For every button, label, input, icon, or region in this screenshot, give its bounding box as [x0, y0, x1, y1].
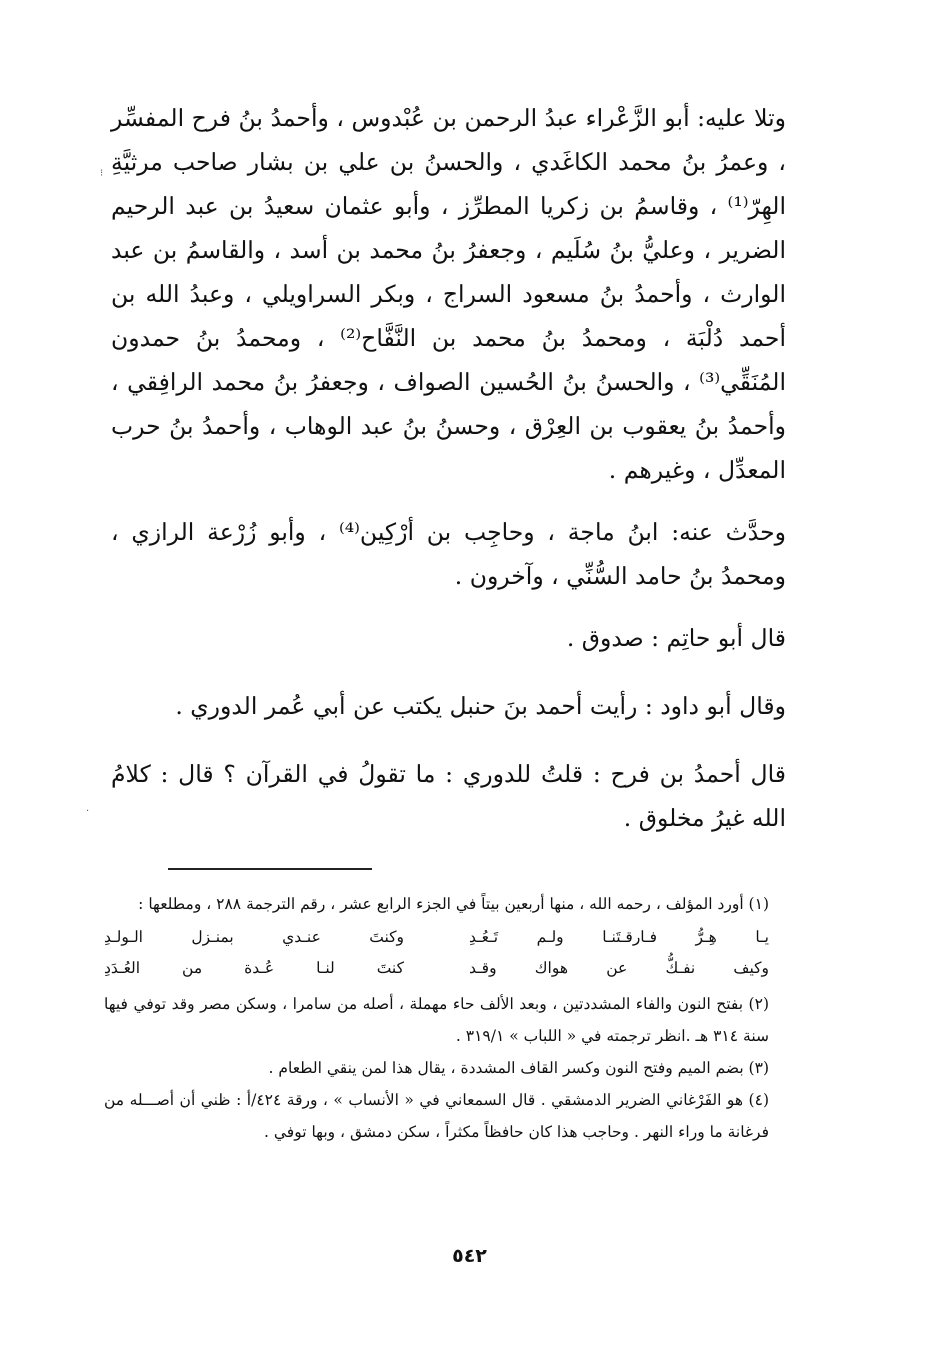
verse-second-hemistich [104, 922, 404, 984]
verse-line-1-right: يـا هِـرُّ فـارقـتَنـا ولـم تَـعُـدِ [469, 928, 769, 946]
paragraph-abu-dawud: وقال أبو داود : رأيت أحمد بنَ حنبل يكتب عن أبي عُمر الدوري . [175, 692, 786, 720]
footnotes [104, 888, 769, 1148]
verse-first-hemistich [469, 922, 769, 984]
verse-line-1-left: وكنتَ عنـدي بمنـزل الـولـدِ [104, 928, 404, 946]
footnote-separator [168, 868, 372, 870]
footnote-1: (١) أورد المؤلف ، رحمه الله ، منها أربعين بيتاً في الجزء الرابع عشر ، رقم الترجمة ٢٨٨ ، ومطلعها : [138, 895, 769, 913]
paragraph-teachers: وتلا عليه: أبو الزَّعْراء عبدُ الرحمن بن عُبْدوس ، وأحمدُ بنُ فرح المفسِّر ، وعمرُ بنُ محمد الكاغَدي ، والحسنُ بن علي بن بشار صاحب مرثيَّةِ الهِرّ⁽¹⁾ ، وقاسمُ بن زكريا المطرِّز ، وأبو عثمان سعيدُ بن عبد الرحيم الضرير ، وعليُّ بنُ سُلَيم ، وجعفرُ بنُ محمد بن أسد ، والقاسمُ بن عبد الوارث ، وأحمدُ بنُ مسعود السراج ، وبكر السراويلي ، وعبدُ الله بن أحمد دُلْبَة ، ومحمدُ بنُ محمد بن النَّفَّاح⁽²⁾ ، ومحمدُ بنُ حمدون المُنَقِّي⁽³⁾ ، والحسنُ بنُ الحُسين الصواف ، وجعفرُ بنُ محمد الرافِقي ، وأحمدُ بنُ يعقوب بن العِرْق ، وحسنُ بنُ عبد الوهاب ، وأحمدُ بنُ حرب المعدِّل ، وغيرهم . [111, 104, 786, 484]
paragraph-ahmad-ibn-farh: قال أحمدُ بن فرح : قلتُ للدوري : ما تقولُ في القرآن ؟ قال : كلامُ الله غيرُ مخلوق . [111, 760, 786, 832]
margin-speck: ⁝ [100, 168, 104, 179]
footnote-4: (٤) هو الفَرْغاني الضرير الدمشقي . قال السمعاني في « الأنساب » ، ورقة ٤٢٤/أ : ظني أن أصـــله من فرغانة ما وراء النهر . وحاجب هذا كان حافظاً مكثراً ، سكن دمشق ، وبها توفي . [104, 1091, 769, 1141]
page-number: ٥٤٢ [452, 1245, 487, 1267]
verse-line-2-left: كنتَ لنـا عُـدة من العُـدَدِ [104, 959, 404, 977]
footnote-3: (٣) بضم الميم وفتح النون وكسر القاف المشددة ، يقال هذا لمن ينقي الطعام . [268, 1059, 769, 1077]
poem-verse [104, 920, 769, 988]
footnote-2: (٢) بفتح النون والفاء المشددتين ، وبعد الألف حاء مهملة ، أصله من سامرا ، وسكن مصر وقد توفي فيها سنة ٣١٤ هـ .انظر ترجمته في « اللباب » ٣١٩/١ . [104, 995, 769, 1045]
margin-speck: · [86, 806, 90, 817]
paragraph-abu-hatim: قال أبو حاتِم : صدوق . [566, 624, 786, 652]
main-text [111, 96, 786, 858]
verse-line-2-right: وكيف نفـكُّ عن هواك وقـد [469, 959, 769, 977]
paragraph-narrators: وحدَّث عنه: ابنُ ماجة ، وحاجِب بن أرْكِين⁽⁴⁾ ، وأبو زُرْعة الرازي ، ومحمدُ بنُ حامد السُّنِّي ، وآخرون . [111, 518, 786, 590]
